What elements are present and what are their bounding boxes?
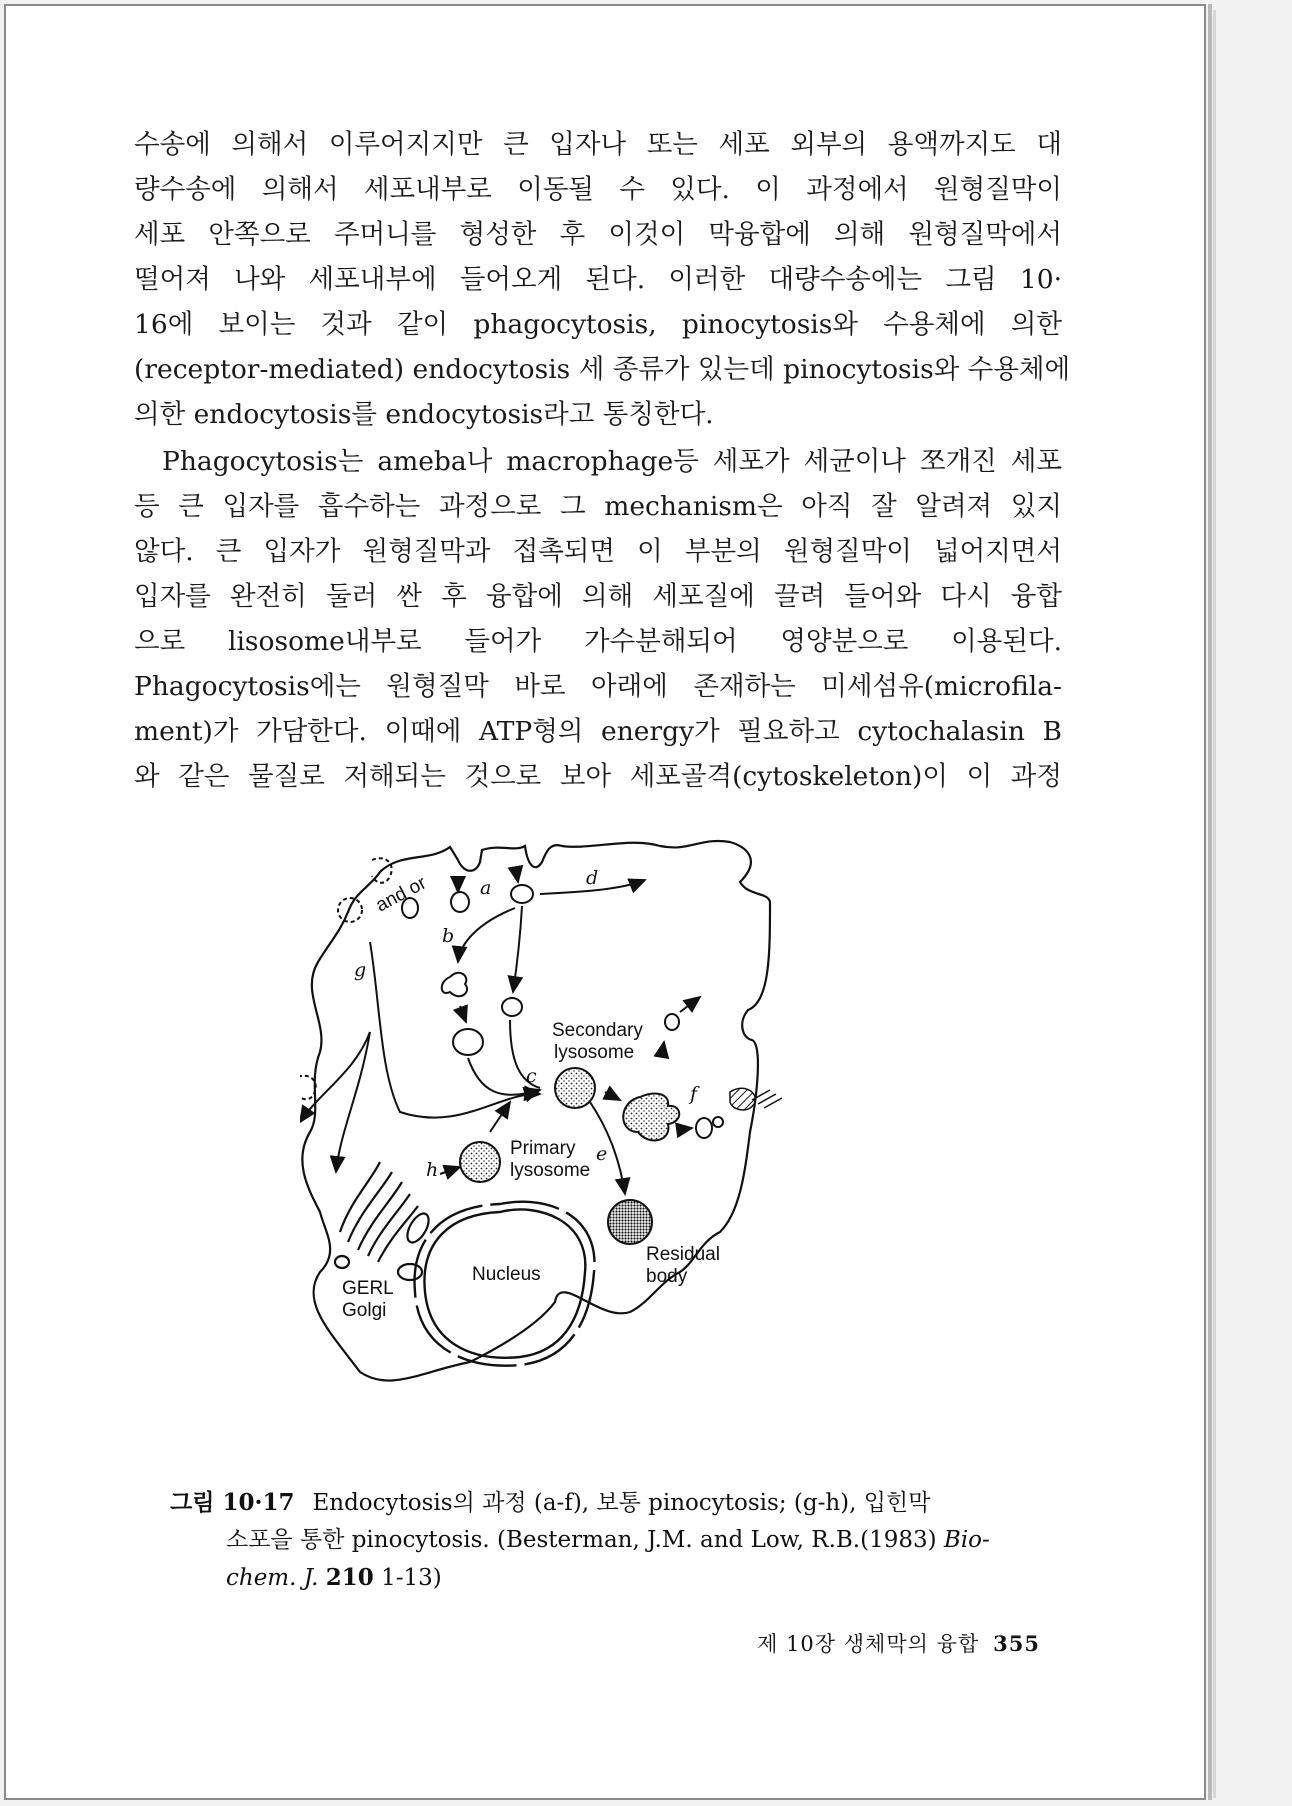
text-line: Phagocytosis에는 원형질막 바로 아래에 존재하는 미세섬유(microfila-: [134, 671, 1062, 702]
page-edge: [1208, 4, 1212, 1800]
caption-line-1: [170, 1484, 1020, 1522]
caption-text: 소포을 통한 pinocytosis. (Besterman, J.M. and Low, R.B.(1983): [226, 1527, 937, 1553]
step-letter-f: f: [690, 1083, 698, 1105]
arrow-a2: [516, 870, 518, 882]
journal-name: chem. J.: [226, 1565, 319, 1591]
caption-line-3: [170, 1559, 1020, 1597]
text-line: 수송에 의해서 이루어지지만 큰 입자나 또는 세포 외부의 용액까지도 대: [134, 129, 1062, 160]
vesicle: [665, 1014, 679, 1030]
arrow-down: [513, 906, 522, 992]
text-line: 등 큰 입자를 흡수하는 과정으로 그 mechanism은 아직 잘 알려져 있지: [134, 491, 1062, 522]
step-letter-a: a: [480, 877, 492, 899]
page-footer: [700, 1628, 1040, 1658]
small-vesicle: [713, 1117, 723, 1127]
pinocytic-vesicle: [511, 885, 533, 903]
body-text: [134, 122, 1071, 799]
nucleus-label: Nucleus: [472, 1264, 541, 1285]
text-line: 떨어져 나와 세포내부에 들어오게 된다. 이러한 대량수송에는 그림 10·: [134, 264, 1062, 295]
arrow-f2: [680, 997, 700, 1012]
text-line: 와 같은 물질로 저해되는 것으로 보아 세포골격(cytoskeleton)이 이 과정: [134, 761, 1062, 792]
step-letter-b: b: [442, 925, 455, 947]
caption-text: Endocytosis의 과정 (a-f), 보통 pinocytosis; (g-h), 입힌막: [312, 1490, 931, 1516]
arrow-f4: [678, 1128, 692, 1130]
caption-line-2: [170, 1522, 1020, 1559]
journal-volume: 210: [325, 1564, 374, 1591]
text-line: 의한 endocytosis를 endocytosis라고 통칭한다.: [134, 399, 714, 430]
arrow-primary-up: [490, 1102, 510, 1132]
arrow-h: [440, 1167, 460, 1174]
text-line: ment)가 가담한다. 이때에 ATP형의 energy가 필요하고 cytochalasin B: [134, 716, 1062, 747]
journal-name: Bio-: [943, 1527, 990, 1553]
coated-vesicle: [338, 898, 362, 922]
figure-caption: [170, 1484, 1020, 1597]
text-line: (receptor-mediated) endocytosis 세 종류가 있는데 pinocytosis와 수용체에: [134, 354, 1071, 385]
text-line: 량수송에 의해서 세포내부로 이동될 수 있다. 이 과정에서 원형질막이: [134, 174, 1062, 205]
residual-body-label: Residual: [646, 1244, 720, 1265]
step-letter-h: h: [426, 1159, 439, 1181]
chapter-title: 제 10장 생체막의 융합: [757, 1632, 980, 1656]
text-line: 입자를 완전히 둘러 싼 후 융합에 의해 세포질에 끌려 들어와 다시 융합: [134, 581, 1062, 612]
arrow-g-line: [370, 942, 540, 1118]
step-letter-e: e: [596, 1143, 608, 1165]
primary-lysosome-label: Primary: [510, 1138, 576, 1159]
pinocytic-vesicle: [451, 892, 469, 912]
secondary-lysosome-label: Secondary: [552, 1020, 643, 1041]
text-line: 세포 안쪽으로 주머니를 형성한 후 이것이 막융합에 의해 원형질막에서: [134, 219, 1062, 250]
golgi-stack: [335, 1162, 433, 1280]
journal-pages: 1-13): [381, 1565, 442, 1591]
step-letter-g: g: [354, 959, 367, 981]
residual-body: [608, 1200, 652, 1244]
secondary-lysosome-label: lysosome: [554, 1042, 635, 1063]
fusing-lysosome: [623, 1094, 679, 1141]
arrow-small: [460, 1006, 466, 1022]
and-or-label: and or: [372, 872, 430, 917]
cell-diagram: [300, 832, 900, 1462]
golgi-label: Golgi: [342, 1300, 387, 1321]
endocytosis-figure: [300, 832, 900, 1462]
text-line: 으로 lisosome내부로 들어가 가수분해되어 영양분으로 이용된다.: [134, 626, 1062, 657]
step-letter-c: c: [526, 1065, 537, 1087]
figure-number: 그림 10·17: [170, 1489, 295, 1516]
arrow-f1: [605, 1092, 620, 1100]
paragraph-1: [134, 122, 1071, 437]
vesicle: [502, 998, 522, 1016]
arrow-golgi: [336, 1032, 370, 1172]
secondary-lysosome: [555, 1068, 595, 1108]
text-line: 않다. 큰 입자가 원형질막과 접촉되면 이 부분의 원형질막이 넓어지면서: [134, 536, 1062, 567]
arrow-b: [458, 908, 515, 962]
arrow-f3: [662, 1042, 664, 1054]
residual-body-label: body: [646, 1266, 688, 1287]
gerl-label: GERL: [342, 1278, 394, 1299]
coated-pit-lower: [300, 1076, 316, 1100]
primary-lysosome-label: lysosome: [510, 1160, 591, 1181]
fusing-vesicles: [442, 973, 467, 996]
exocytic-vesicle: [696, 1118, 712, 1138]
page-number: 355: [993, 1631, 1040, 1656]
paragraph-2: [134, 439, 1062, 799]
page-edge-shadow: [1213, 10, 1216, 1798]
step-letter-d: d: [586, 867, 599, 889]
released-content: [730, 1088, 755, 1110]
text-line: 16에 보이는 것과 같이 phagocytosis, pinocytosis와 수용체에 의한: [134, 309, 1062, 340]
text-line: Phagocytosis는 ameba나 macrophage등 세포가 세균이나 쪼개진 세포: [162, 446, 1062, 477]
primary-lysosome: [460, 1142, 500, 1182]
vesicle: [453, 1029, 483, 1055]
